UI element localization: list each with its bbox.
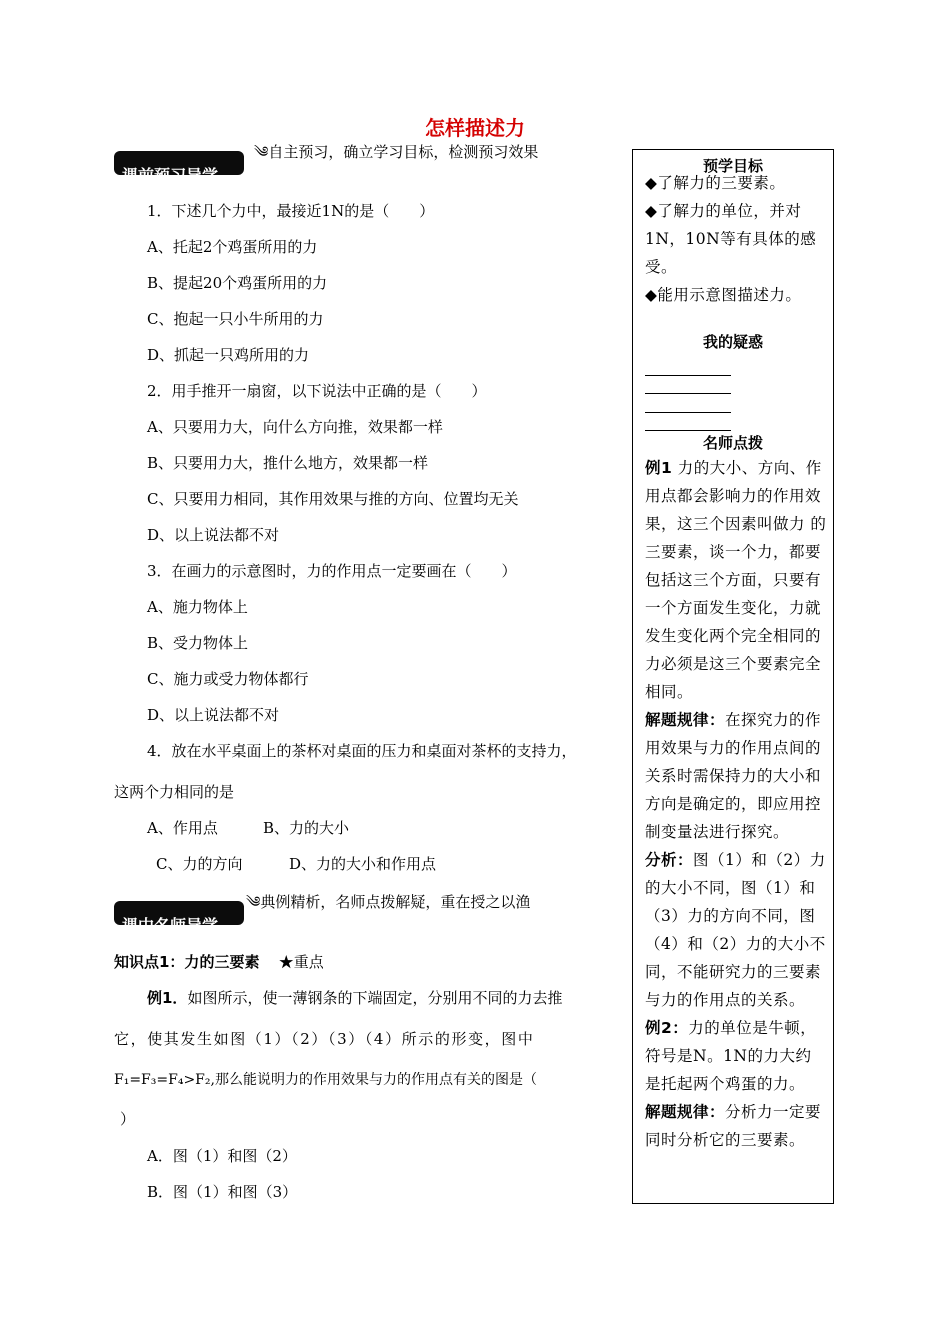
tip-example-2-text: 力的单位是牛顿，符号是N。1N的力大约是托起两个鸡蛋的力。 [645, 1019, 817, 1093]
section1-motto-text: 自主预习，确立学习目标，检测预习效果 [268, 143, 539, 161]
example-1-line-2: 它，使其发生如图（1）（2）（3）（4）所示的形变，图中 [114, 1030, 535, 1048]
question-4-option-b: B、力的大小 [263, 819, 350, 837]
doubt-blank-line [645, 430, 731, 431]
question-2-option-b: B、只要用力大，推什么地方，效果都一样 [147, 454, 429, 472]
tips-content [645, 454, 827, 1154]
tip-rule-2-text: 分析力一定要同时分析它的三要素。 [645, 1103, 822, 1149]
section2-motto [246, 886, 530, 928]
question-3-option-b: B、受力物体上 [147, 634, 249, 652]
question-1-option-d: D、抓起一只鸡所用的力 [147, 346, 310, 364]
section1-banner [114, 151, 244, 185]
question-4-option-a: A、作用点 [147, 819, 218, 837]
question-3-stem: 3．在画力的示意图时，力的作用点一定要画在（ ） [147, 562, 517, 580]
example-1-line-1-text: 如图所示，使一薄钢条的下端固定，分别用不同的力去推 [187, 989, 563, 1007]
tip-example-1-text: 力的大小、方向、作用点都会影响力的作用效果，这三个因素叫做力 的三要素，谈一个力，都要包括这三个方面，只要有一个方面发生变化，力就发生变化两个完全相同的力必须是这三个要素完全相同。 [645, 459, 827, 701]
question-4-option-c: C、力的方向 [156, 855, 243, 873]
question-2-option-a: A、只要用力大，向什么方向推，效果都一样 [147, 418, 443, 436]
question-2-option-c: C、只要用力相同，其作用效果与推的方向、位置均无关 [147, 490, 519, 508]
doubt-blank-line [645, 412, 731, 413]
doubt-blank-line [645, 393, 731, 394]
knowledge-point-label: 知识点1：力的三要素 [114, 953, 260, 971]
section1-motto [254, 136, 538, 178]
goal-item: ◆能用示意图描述力。 [645, 286, 802, 304]
tip-example-2-label: 例2： [645, 1019, 689, 1037]
question-1-option-b: B、提起20个鸡蛋所用的力 [147, 274, 328, 292]
question-2-stem: 2．用手推开一扇窗，以下说法中正确的是（ ） [147, 382, 487, 400]
example-1-line-3: F₁=F₃=F₄>F₂,那么能说明力的作用效果与力的作用点有关的图是（ [114, 1072, 537, 1088]
sidebar-box [632, 149, 834, 1204]
tip-rule-1 [645, 706, 827, 846]
goals-list [645, 169, 827, 309]
tip-rule-2 [645, 1098, 827, 1154]
doubts-title: 我的疑惑 [702, 333, 763, 351]
tip-example-1-label: 例1 [645, 459, 673, 477]
question-3-option-a: A、施力物体上 [147, 598, 248, 616]
tip-analysis [645, 846, 827, 1014]
section1-banner-label: 课前预习导学 [122, 166, 219, 185]
knowledge-point-heading [114, 951, 324, 972]
question-3-option-c: C、施力或受力物体都行 [147, 670, 309, 688]
question-4-stem-continued: 这两个力相同的是 [114, 783, 235, 801]
question-4-stem: 4．放在水平桌面上的茶杯对桌面的压力和桌面对茶杯的支持力， [147, 742, 577, 760]
page-title: 怎样描述力 [425, 116, 525, 140]
question-1-option-c: C、抱起一只小牛所用的力 [147, 310, 324, 328]
example-1-label: 例1． [147, 989, 188, 1007]
question-1-stem: 1．下述几个力中，最接近1N的是（ ） [147, 202, 435, 220]
section2-banner [114, 901, 244, 935]
goal-item: ◆了解力的单位，并对1N，10N等有具体的感受。 [645, 202, 817, 276]
tip-rule-1-text: 在探究力的作用效果与力的作用点间的关系时需保持力的大小和方向是确定的，即应用控制变量法进行探究。 [645, 711, 822, 841]
tips-title: 名师点拨 [702, 434, 763, 452]
section2-banner-label: 课中名师导学 [122, 916, 219, 935]
question-4-option-d: D、力的大小和作用点 [289, 855, 437, 873]
question-1-option-a: A、托起2个鸡蛋所用的力 [147, 238, 318, 256]
tip-rule-2-label: 解题规律： [645, 1103, 726, 1121]
tip-rule-1-label: 解题规律： [645, 711, 726, 729]
tip-example-2 [645, 1014, 827, 1098]
section2-motto-text: 典例精析，名师点拨解疑，重在授之以渔 [260, 893, 531, 911]
example-1-option-b: B．图（1）和图（3） [147, 1183, 298, 1201]
goal-item: ◆了解力的三要素。 [645, 174, 786, 192]
example-1-option-a: A．图（1）和图（2） [147, 1147, 297, 1165]
example-1-line-4: ） [120, 1110, 136, 1128]
feather-icon: ༄ [254, 143, 269, 161]
question-3-option-d: D、以上说法都不对 [147, 706, 280, 724]
feather-icon: ༄ [246, 893, 261, 911]
doubt-blank-line [645, 375, 731, 376]
tip-example-1 [645, 454, 827, 706]
example-1-line-1 [147, 988, 562, 1008]
tip-analysis-label: 分析： [645, 851, 694, 869]
question-2-option-d: D、以上说法都不对 [147, 526, 280, 544]
tip-analysis-text: 图（1）和（2）力的大小不同，图（1）和（3）力的方向不同，图（4）和（2）力的大小不同，不能研究力的三要素与力的作用点的关系。 [645, 851, 826, 1009]
knowledge-point-tag: ★重点 [278, 953, 324, 971]
goals-title: 预学目标 [702, 157, 763, 175]
